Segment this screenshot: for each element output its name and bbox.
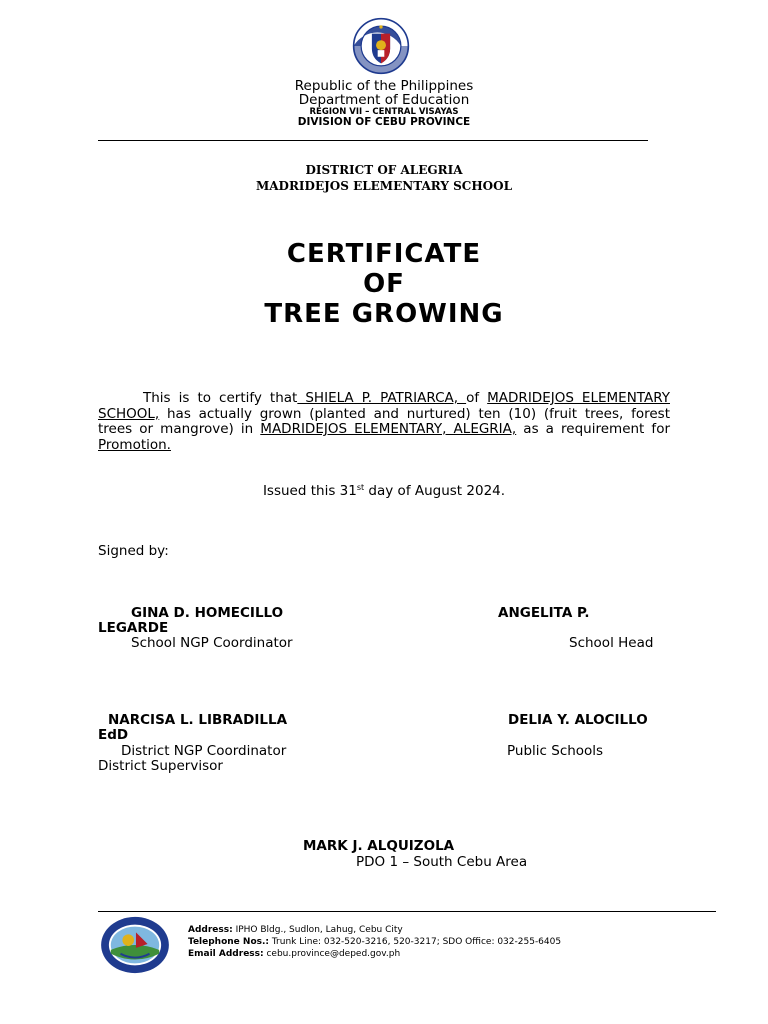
certificate-title-line3: TREE GROWING [264,299,504,329]
signatory-school-head-surname: LEGARDE [98,620,169,636]
body-requirement: as a requirement for [516,421,670,437]
issued-before: Issued this 31 [262,483,357,499]
deped-seal-logo [346,17,416,75]
header-republic: Republic of the Philippines [294,78,474,94]
certificate-title-line2: OF [363,269,405,299]
header-division: DIVISION OF CEBU PROVINCE [297,116,471,128]
signatory-school-head-name: ANGELITA P. [498,605,590,621]
address-label: Address: [188,925,233,935]
address-value: IPHO Bldg., Sudlon, Lahug, Cebu City [232,925,403,935]
certificate-title-line1: CERTIFICATE [286,239,482,269]
header-divider [98,140,648,141]
division-seal-logo [98,915,172,975]
signatory-district-ngp-name: NARCISA L. LIBRADILLA [108,712,288,728]
signatory-pdo-role: PDO 1 – South Cebu Area [356,854,528,870]
header-region: REGION VII – CENTRAL VISAYAS [309,107,459,117]
signatory-supervisor-role: Public Schools [507,743,604,759]
recipient-school: MADRIDEJOS ELEMENTARY SCHOOL, [98,390,670,422]
recipient-name: SHIELA P. PATRIARCA, [297,390,467,406]
purpose: Promotion. [98,436,171,453]
body-middle: has actually grown (planted and nurtured) ten (10) (fruit trees, forest trees or mangrove) in [98,405,670,437]
header-department: Department of Education [298,92,470,108]
email-label: Email Address: [188,949,264,959]
footer-telephone-line [188,936,561,948]
planting-location: MADRIDEJOS ELEMENTARY, ALEGRIA, [260,421,517,437]
footer-contact [188,924,561,960]
signed-by-label: Signed by: [98,543,169,559]
issued-date [0,483,768,499]
issued-after: day of August 2024. [364,483,506,499]
certification-paragraph [98,391,670,453]
district-name: DISTRICT OF ALEGRIA [305,163,463,177]
footer-email-line [188,948,561,960]
footer-divider [98,911,716,912]
body-of: of [466,390,488,406]
issued-ordinal: st [356,483,365,492]
email-value[interactable]: cebu.province@deped.gov.ph [263,949,401,959]
body-intro: This is to certify that [143,390,298,406]
signatory-school-ngp-name: GINA D. HOMECILLO [131,605,284,621]
footer-address-line [188,924,561,936]
signatory-pdo-name: MARK J. ALQUIZOLA [303,838,455,854]
signatory-district-ngp-role: District NGP Coordinator [121,743,287,759]
signatory-school-ngp-role: School NGP Coordinator [131,635,293,651]
signatory-supervisor-role-cont: District Supervisor [98,758,223,774]
telephone-value: Trunk Line: 032-520-3216, 520-3217; SDO Office: 032-255-6405 [269,937,562,947]
signatory-school-head-role: School Head [569,635,654,651]
school-name: MADRIDEJOS ELEMENTARY SCHOOL [255,179,513,193]
signatory-supervisor-suffix: EdD [98,727,129,743]
signatory-supervisor-name: DELIA Y. ALOCILLO [508,712,648,728]
telephone-label: Telephone Nos.: [188,937,270,947]
